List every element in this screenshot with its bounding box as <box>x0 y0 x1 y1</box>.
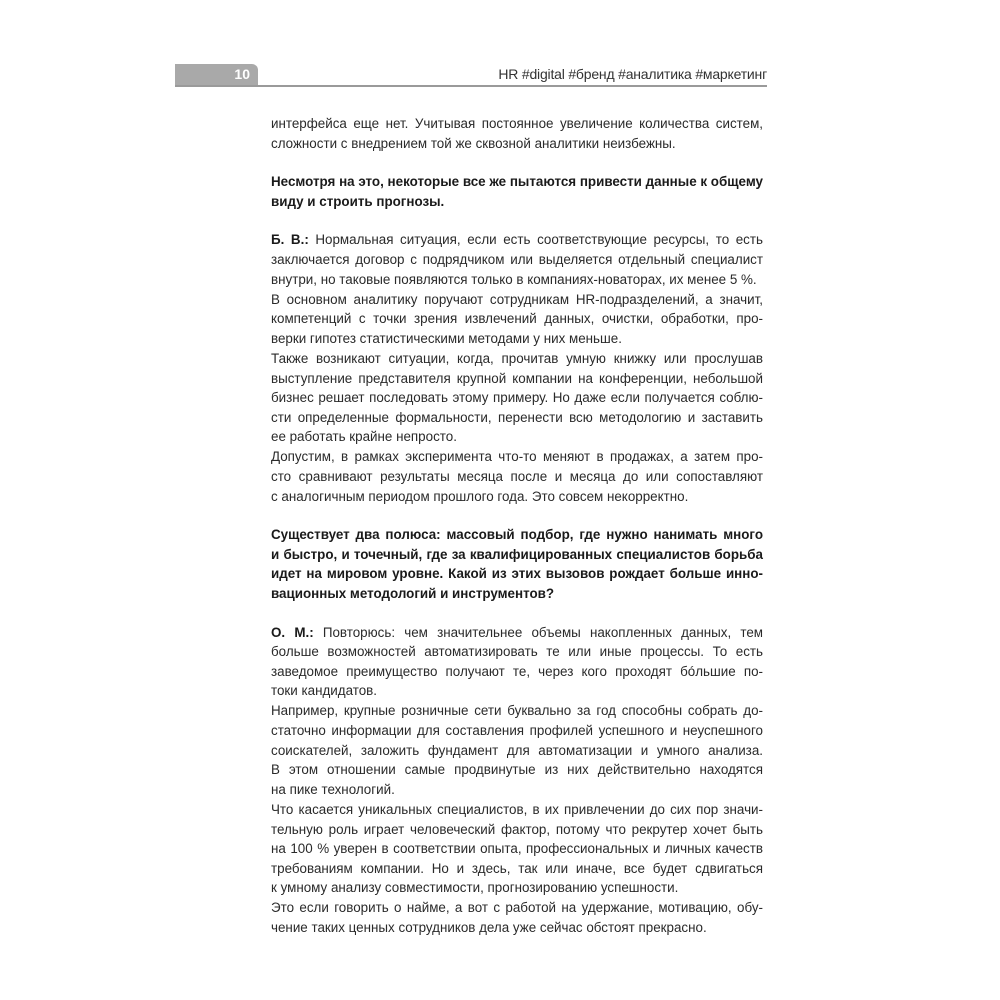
speaker-label: О. М.: <box>271 624 314 640</box>
text-line <box>271 701 763 721</box>
line-text: чение таких ценных сотрудников дела уже сейчас обстоят прекрасно. <box>271 919 707 935</box>
text-line <box>271 250 763 270</box>
line-text: сто сравнивают результаты месяца после и месяца до или сопоставляют <box>271 469 763 484</box>
text-line <box>271 642 763 662</box>
paragraph <box>271 800 763 898</box>
text-line <box>271 721 763 741</box>
text-line <box>271 172 763 192</box>
text-line <box>271 114 763 134</box>
text-line <box>271 623 763 643</box>
text-line <box>271 898 763 918</box>
line-text: Допустим, в рамках эксперимента что-то меняют в продажах, а затем про- <box>271 449 763 465</box>
line-text: тельную роль играет человеческий фактор, потому что рекрутер хочет быть <box>271 821 763 837</box>
text-line <box>271 564 763 584</box>
line-text: Повторюсь: чем значительнее объемы накопленных данных, тем <box>313 624 763 640</box>
line-text: идет на мировом уровне. Какой из этих вызовов рождает больше инно- <box>271 566 763 582</box>
speaker-label: Б. В.: <box>271 232 309 248</box>
text-line <box>271 467 763 487</box>
line-text: Что касается уникальных специалистов, в их привлечении до сих пор значи- <box>271 801 763 817</box>
text-line <box>271 134 763 154</box>
page-number-tab <box>175 64 258 85</box>
paragraph <box>271 898 763 937</box>
line-text: ее работать крайне непросто. <box>271 429 457 445</box>
text-line <box>271 408 763 428</box>
line-text: вационных методологий и инструментов? <box>271 585 555 601</box>
text-line <box>271 820 763 840</box>
line-text: Также возникают ситуации, когда, прочитав умную книжку или прослушав <box>271 350 763 366</box>
text-line <box>271 192 763 212</box>
paragraph <box>271 701 763 799</box>
line-text: бизнес решает последовать этому примеру. Но даже если получается соблю- <box>271 390 763 406</box>
line-text: В основном аналитику поручают сотрудникам HR-подразделений, а значит, <box>271 291 763 307</box>
text-line <box>271 230 763 250</box>
line-text: соискателей, заложить фундамент для автоматизации и умного анализа. <box>271 742 763 758</box>
line-text: внутри, но таковые появляются только в компаниях-новаторах, их менее 5 %. <box>271 271 757 287</box>
text-line <box>271 369 763 389</box>
text-line <box>271 878 763 898</box>
interview-question <box>271 172 763 211</box>
line-text: заключается договор с подрядчиком или выделяется отдельный специалист <box>271 251 763 267</box>
page-number: 10 <box>234 66 250 82</box>
text-line <box>271 859 763 879</box>
running-title: HR #digital #бренд #аналитика #маркетинг <box>498 66 767 82</box>
text-line <box>271 349 763 369</box>
text-line <box>271 487 763 507</box>
line-text: токи кандидатов. <box>271 683 378 699</box>
text-line <box>271 545 763 565</box>
text-line <box>271 741 763 761</box>
text-line <box>271 388 763 408</box>
line-text: Существует два полюса: массовый подбор, где нужно нанимать много <box>271 527 763 543</box>
paragraph <box>271 290 763 349</box>
line-text: верки гипотез статистическими методами у них меньше. <box>271 330 622 346</box>
running-header <box>175 64 767 87</box>
text-line <box>271 760 763 780</box>
line-text: требованиям компании. Но и здесь, так или иначе, все будет сдвигаться <box>271 860 763 876</box>
line-text: статочно информации для составления профилей успешного и неуспешного <box>271 723 763 739</box>
paragraph <box>271 349 763 447</box>
paragraph <box>271 447 763 506</box>
line-text: на пике технологий. <box>271 781 395 797</box>
text-line <box>271 780 763 800</box>
text-line <box>271 584 763 604</box>
paragraph <box>271 230 763 289</box>
text-line <box>271 525 763 545</box>
text-line <box>271 447 763 467</box>
line-text: сти определенные формальности, перенести всю методологию и заставить <box>271 409 763 425</box>
line-text: и быстро, и точечный, где за квалифицированных специалистов борьба <box>271 546 763 562</box>
line-text: Например, крупные розничные сети буквально за год способны собрать до- <box>271 703 763 719</box>
line-text: больше возможностей автоматизировать те или иные процессы. То есть <box>271 644 763 660</box>
line-text: к умному анализу совместимости, прогнозированию успешности. <box>271 880 679 896</box>
line-text: В этом отношении самые продвинутые из них действительно находятся <box>271 762 763 778</box>
text-line <box>271 800 763 820</box>
text-line <box>271 427 763 447</box>
interview-question <box>271 525 763 603</box>
line-text: на 100 % уверен в соответствии опыта, профессиональных и личных качеств <box>271 841 763 857</box>
text-line <box>271 662 763 682</box>
text-line <box>271 309 763 329</box>
line-text: компетенций с точки зрения извлечений данных, очистки, обработки, про- <box>271 311 763 327</box>
text-line <box>271 681 763 701</box>
line-text: с аналогичным периодом прошлого года. Это совсем некорректно. <box>271 488 689 504</box>
line-text: Это если говорить о найме, а вот с работой на удержание, мотивацию, обу- <box>271 900 763 916</box>
line-text: выступление представителя крупной компании на конференции, небольшой <box>271 370 763 386</box>
text-line <box>271 329 763 349</box>
line-text: заведомое преимущество получают те, через кого проходят бóльшие по- <box>271 663 763 679</box>
text-line <box>271 270 763 290</box>
paragraph <box>271 114 763 153</box>
line-text: интерфейса еще нет. Учитывая постоянное увеличение количества систем, <box>271 116 763 131</box>
body-text <box>271 114 763 938</box>
line-text: виду и строить прогнозы. <box>271 193 445 209</box>
text-line <box>271 918 763 938</box>
text-line <box>271 290 763 310</box>
text-line <box>271 839 763 859</box>
line-text: Нормальная ситуация, если есть соответствующие ресурсы, то есть <box>308 232 763 248</box>
paragraph <box>271 623 763 701</box>
line-text: Несмотря на это, некоторые все же пытаются привести данные к общему <box>271 174 763 190</box>
line-text: сложности с внедрением той же сквозной аналитики неизбежны. <box>271 135 676 151</box>
